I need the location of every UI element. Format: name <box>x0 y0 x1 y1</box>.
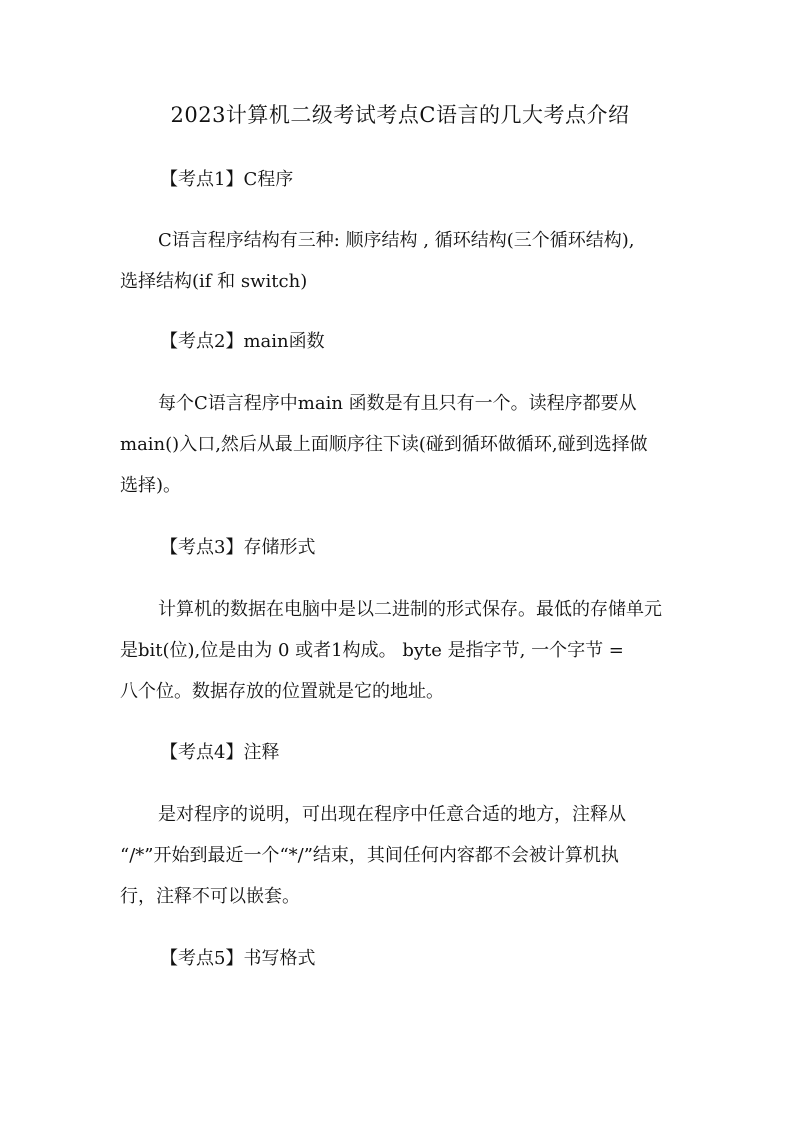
paragraph-line: 计算机的数据在电脑中是以二进制的形式保存。最低的存储单元 <box>158 599 662 620</box>
paragraph-line: 每个C语言程序中main 函数是有且只有一个。读程序都要从 <box>158 393 637 414</box>
section-heading-5: 【考点5】书写格式 <box>160 948 316 969</box>
section-paragraph-4 <box>120 794 695 917</box>
paragraph-line: 选择结构(if 和 switch) <box>120 271 308 292</box>
section-paragraph-2 <box>120 383 695 506</box>
paragraph-line: 是bit(位),位是由为 0 或者1构成。 byte 是指字节, 一个字节 = <box>120 640 624 661</box>
paragraph-line: 八个位。数据存放的位置就是它的地址。 <box>120 681 444 702</box>
paragraph-line: 行，注释不可以嵌套。 <box>120 886 300 907</box>
section-heading-3: 【考点3】存储形式 <box>160 537 316 558</box>
section-paragraph-1 <box>120 220 695 302</box>
paragraph-line: “/*”开始到最近一个“*/”结束，其间任何内容都不会被计算机执 <box>120 845 619 866</box>
section-heading-1: 【考点1】C程序 <box>160 169 294 190</box>
paragraph-line: 选择)。 <box>120 475 182 496</box>
document-title: 2023计算机二级考试考点C语言的几大考点介绍 <box>170 103 630 127</box>
section-heading-4: 【考点4】注释 <box>160 742 280 763</box>
paragraph-line: main()入口,然后从最上面顺序往下读(碰到循环做循环,碰到选择做 <box>120 434 648 455</box>
section-paragraph-3 <box>120 589 695 712</box>
paragraph-line: C语言程序结构有三种: 顺序结构 , 循环结构(三个循环结构), <box>158 230 635 251</box>
section-heading-2: 【考点2】main函数 <box>160 331 325 352</box>
paragraph-line: 是对程序的说明，可出现在程序中任意合适的地方，注释从 <box>158 804 626 825</box>
